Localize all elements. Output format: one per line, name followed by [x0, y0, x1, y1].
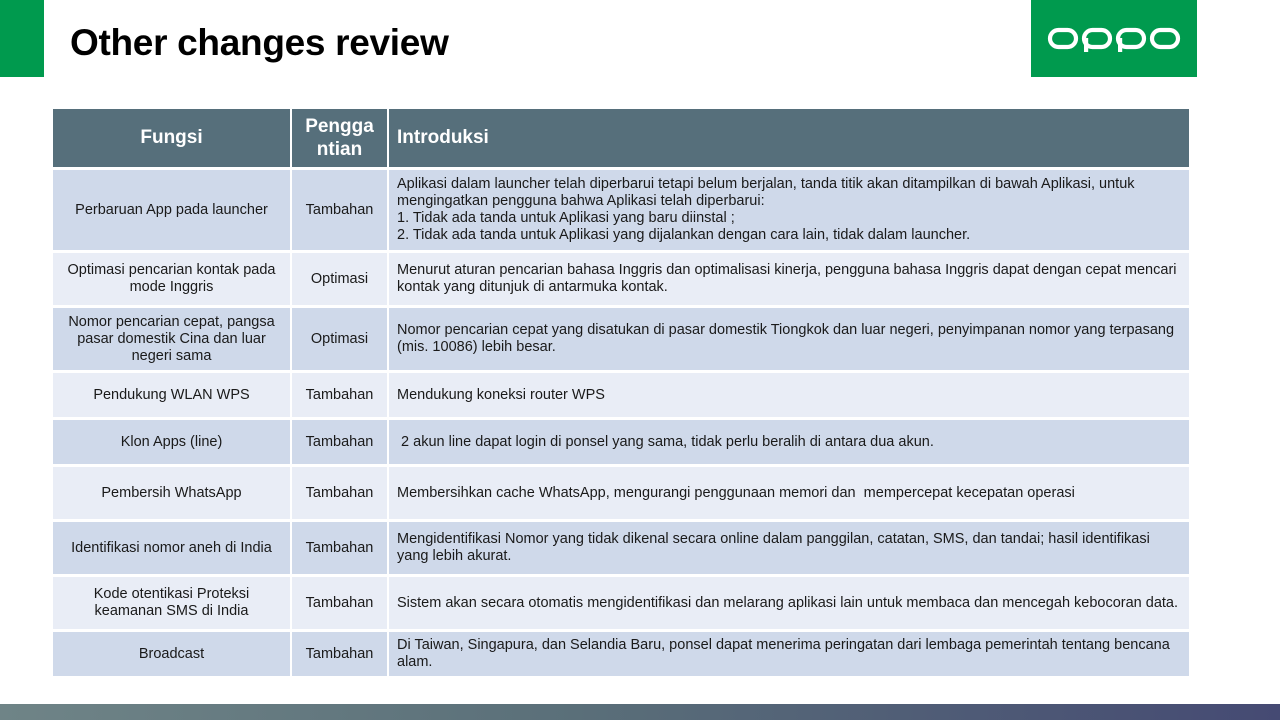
cell-penggantian: Tambahan	[292, 373, 389, 417]
footer-band	[0, 704, 1280, 720]
intro-line: Nomor pencarian cepat yang disatukan di pasar domestik Tiongkok dan luar negeri, penyimpanan nomor yang terpasang (mis. 10086) lebih besar.	[397, 322, 1179, 355]
oppo-logo	[1031, 0, 1197, 77]
cell-fungsi: Perbaruan App pada launcher	[53, 170, 292, 250]
cell-introduksi	[389, 522, 1189, 574]
cell-fungsi: Pendukung WLAN WPS	[53, 373, 292, 417]
oppo-logo-mark	[1047, 26, 1181, 52]
header-penggantian	[292, 109, 389, 167]
changes-table	[53, 106, 1189, 679]
intro-line: Aplikasi dalam launcher telah diperbarui tetapi belum berjalan, tanda titik akan ditampilkan di bawah Aplikasi, untuk mengingatkan pengguna bahwa Aplikasi telah diperbarui:	[397, 176, 1139, 209]
cell-fungsi: Kode otentikasi Proteksi keamanan SMS di India	[53, 577, 292, 629]
intro-line: Mendukung koneksi router WPS	[397, 386, 605, 403]
table-row	[53, 170, 1189, 250]
table-row	[53, 373, 1189, 417]
intro-line: 2 akun line dapat login di ponsel yang sama, tidak perlu beralih di antara dua akun.	[397, 433, 934, 450]
table-row	[53, 632, 1189, 676]
slide-title: Other changes review	[70, 22, 449, 63]
cell-penggantian: Tambahan	[292, 522, 389, 574]
cell-fungsi: Optimasi pencarian kontak pada mode Inggris	[53, 253, 292, 305]
table-row	[53, 467, 1189, 519]
cell-introduksi	[389, 373, 1189, 417]
cell-introduksi	[389, 577, 1189, 629]
cell-introduksi	[389, 632, 1189, 676]
cell-penggantian: Tambahan	[292, 170, 389, 250]
table-row	[53, 577, 1189, 629]
left-accent-bar	[0, 0, 44, 77]
intro-line: Membersihkan cache WhatsApp, mengurangi penggunaan memori dan mempercepat kecepatan operasi	[397, 484, 1075, 501]
cell-fungsi: Broadcast	[53, 632, 292, 676]
table-body	[53, 170, 1189, 676]
header-fungsi: Fungsi	[53, 109, 292, 167]
cell-introduksi	[389, 308, 1189, 370]
table-row	[53, 522, 1189, 574]
cell-penggantian: Tambahan	[292, 420, 389, 464]
table-row	[53, 308, 1189, 370]
intro-line: Sistem akan secara otomatis mengidentifikasi dan melarang aplikasi lain untuk membaca dan mencegah kebocoran data.	[397, 594, 1179, 611]
intro-line: Mengidentifikasi Nomor yang tidak dikenal secara online dalam panggilan, catatan, SMS, dan tandai; hasil identifikasi yang lebih akurat.	[397, 531, 1154, 564]
cell-penggantian: Optimasi	[292, 253, 389, 305]
header-introduksi: Introduksi	[389, 109, 1189, 167]
table-row	[53, 253, 1189, 305]
intro-line: 1. Tidak ada tanda untuk Aplikasi yang baru diinstal ;	[397, 210, 735, 226]
cell-fungsi: Klon Apps (line)	[53, 420, 292, 464]
cell-penggantian: Tambahan	[292, 467, 389, 519]
intro-line: Di Taiwan, Singapura, dan Selandia Baru, ponsel dapat menerima peringatan dari lembaga pemerintah tentang bencana alam.	[397, 637, 1174, 670]
cell-penggantian: Tambahan	[292, 632, 389, 676]
cell-fungsi: Pembersih WhatsApp	[53, 467, 292, 519]
cell-introduksi	[389, 467, 1189, 519]
cell-penggantian: Tambahan	[292, 577, 389, 629]
intro-line: Menurut aturan pencarian bahasa Inggris dan optimalisasi kinerja, pengguna bahasa Inggris dapat dengan cepat mencari kontak yang ditunjuk di antarmuka kontak.	[397, 262, 1181, 295]
cell-fungsi: Nomor pencarian cepat, pangsa pasar domestik Cina dan luar negeri sama	[53, 308, 292, 370]
table-header-row	[53, 109, 1189, 167]
intro-line: 2. Tidak ada tanda untuk Aplikasi yang dijalankan dengan cara lain, tidak dalam launcher.	[397, 227, 971, 243]
header-penggantian-text: Pengga ntian	[305, 116, 374, 160]
cell-introduksi	[389, 420, 1189, 464]
table-row	[53, 420, 1189, 464]
cell-fungsi: Identifikasi nomor aneh di India	[53, 522, 292, 574]
cell-introduksi	[389, 253, 1189, 305]
cell-penggantian: Optimasi	[292, 308, 389, 370]
cell-introduksi	[389, 170, 1189, 250]
